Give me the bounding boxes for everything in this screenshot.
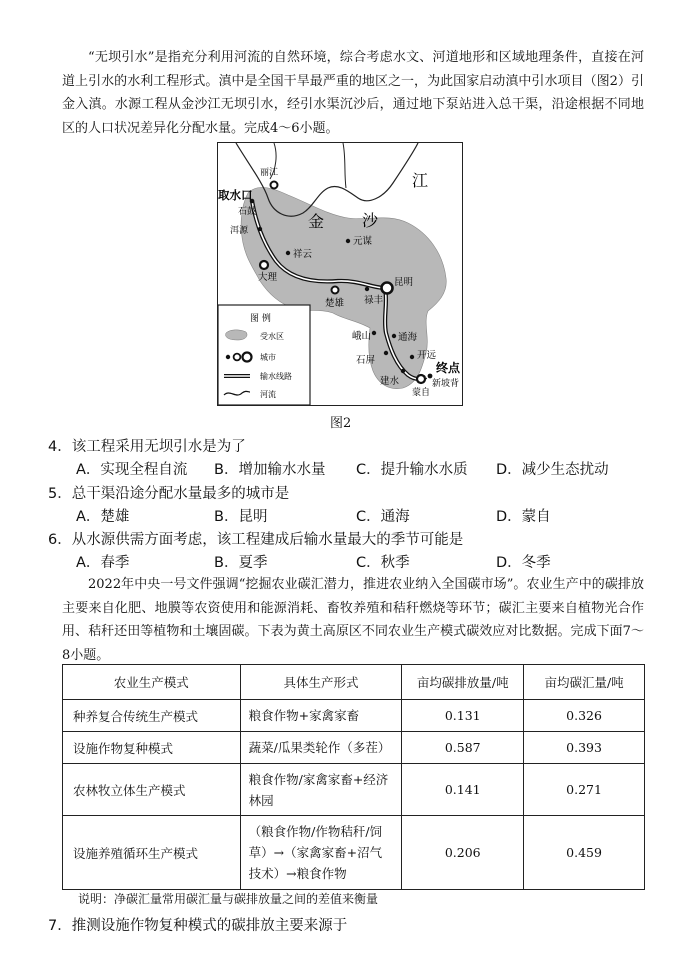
header-form: 具体生产形式 [240, 665, 402, 700]
question-5-options [76, 505, 636, 527]
legend-area-label: 受水区 [260, 332, 284, 341]
q6-option-b[interactable]: B．夏季 [214, 555, 268, 571]
city-yuanmou [346, 239, 350, 243]
city-lijiang [271, 182, 278, 189]
label-kunming: 昆明 [394, 277, 414, 288]
carbon-effect-table [62, 664, 645, 890]
table-row [63, 700, 645, 732]
cell-emission: 0.131 [402, 700, 524, 732]
map-svg [218, 143, 462, 405]
label-xinbayin: 新坡背 [432, 379, 460, 389]
cell-emission: 0.206 [402, 816, 524, 890]
city-xiangyun [286, 251, 290, 255]
city-lufeng [365, 287, 369, 291]
river-char-sha: 沙 [362, 211, 379, 230]
q6-option-d[interactable]: D．冬季 [496, 555, 551, 571]
question-5-stem: 5．总干渠沿途分配水量最多的城市是 [48, 486, 290, 502]
passage-water-diversion: “无坝引水”是指充分利用河流的自然环境，综合考虑水文、河道地形和区域地理条件，直接在河道上引水的水利工程形式。滇中是全国干旱最严重的地区之一，为此国家启动滇中引水项目（图2）引金入滇。水源工程从金沙江无坝引水，经引水渠沉沙后，通过地下泵站进入总干渠，沿途根据不同地区的人口状况差异化分配水量。完成4～6小题。 [62, 50, 644, 136]
legend-route-label: 输水线路 [260, 372, 292, 381]
label-lijiang: 丽江 [260, 168, 279, 178]
label-eryuan: 洱源 [230, 226, 249, 236]
legend-city-dot-icon [226, 355, 230, 359]
label-lufeng: 禄丰 [364, 295, 384, 306]
river-char-jiang: 江 [412, 171, 429, 190]
label-tonghai: 通海 [398, 332, 418, 343]
legend-river-label: 河流 [260, 390, 276, 399]
figure-caption: 图2 [330, 416, 352, 431]
question-6-stem: 6．从水源供需方面考虑，该工程建成后输水量最大的季节可能是 [48, 532, 464, 548]
label-mengzi: 蒙自 [412, 388, 431, 398]
q6-option-c[interactable]: C．秋季 [356, 555, 410, 571]
cell-form: 蔬菜/瓜果类轮作（多茬） [240, 732, 402, 764]
table-note: 说明：净碳汇量常用碳汇量与碳排放量之间的差值来衡量 [78, 892, 379, 906]
cell-sink: 0.271 [524, 764, 645, 816]
q4-option-a[interactable]: A．实现全程自流 [76, 462, 188, 478]
q5-option-a[interactable]: A．楚雄 [76, 509, 130, 525]
legend-area-swatch [226, 330, 247, 340]
cell-sink: 0.393 [524, 732, 645, 764]
q6-option-a[interactable]: A．春季 [76, 555, 130, 571]
q4-option-d[interactable]: D．减少生态扰动 [496, 462, 609, 478]
q5-option-c[interactable]: C．通海 [356, 509, 410, 525]
city-mengzi [417, 375, 425, 383]
label-dali: 大理 [258, 272, 278, 283]
label-eshan: 峨山 [352, 331, 372, 342]
label-shiping: 石屏 [356, 355, 376, 366]
cell-sink: 0.459 [524, 816, 645, 890]
passage-carbon-agriculture: 2022年中央一号文件强调“挖掘农业碳汇潜力，推进农业纳入全国碳市场”。农业生产中的碳排放主要来自化肥、地膜等农资使用和能源消耗、畜牧养殖和秸秆燃烧等环节；碳汇主要来自植物光合作用、秸秆还田等植物和土壤固碳。下表为黄土高原区不同农业生产模式碳效应对比数据。完成下面7～8小题。 [62, 577, 644, 663]
cell-form: 粮食作物+家禽家畜 [240, 700, 402, 732]
q5-option-d[interactable]: D．蒙自 [496, 509, 551, 525]
table-row [63, 816, 645, 890]
city-tonghai [392, 334, 396, 338]
cell-form: 粮食作物/家禽家畜+经济林园 [240, 764, 402, 816]
city-eshan [372, 331, 376, 335]
q5-option-b[interactable]: B．昆明 [214, 509, 268, 525]
label-jianshui: 建水 [380, 376, 400, 387]
city-kaiyuan [410, 355, 414, 359]
cell-sink: 0.326 [524, 700, 645, 732]
figure-2-map [217, 142, 463, 406]
river-char-jin: 金 [308, 212, 325, 231]
city-jianshui [401, 369, 405, 373]
table-row [63, 732, 645, 764]
city-eryuan [258, 227, 262, 231]
question-4-stem: 4．该工程采用无坝引水是为了 [48, 439, 246, 455]
question-6-options [76, 551, 636, 573]
label-intake: 取水口 [218, 188, 253, 202]
label-endpoint: 终点 [436, 361, 461, 375]
cell-emission: 0.587 [402, 732, 524, 764]
cell-mode: 种养复合传统生产模式 [63, 700, 241, 732]
header-mode: 农业生产模式 [63, 665, 241, 700]
cell-mode: 设施养殖循环生产模式 [63, 816, 241, 890]
river-tributary-north [343, 143, 346, 188]
legend-city-circle-icon [234, 354, 241, 361]
label-yuanmou: 元谋 [353, 236, 373, 247]
label-xiangyun: 祥云 [293, 249, 313, 260]
cell-mode: 设施作物复种模式 [63, 732, 241, 764]
city-kunming [382, 283, 393, 294]
label-kaiyuan: 开远 [417, 350, 437, 361]
table-row [63, 764, 645, 816]
legend-title: 图 例 [250, 314, 271, 324]
city-xinbayin [428, 374, 433, 379]
question-7-stem: 7．推测设施作物复种模式的碳排放主要来源于 [48, 918, 348, 934]
q4-option-b[interactable]: B．增加输水水量 [214, 462, 326, 478]
cell-form: （粮食作物/作物秸秆/饲草）→（家禽家畜+沼气技术）→粮食作物 [240, 816, 402, 890]
header-emission: 亩均碳排放量/吨 [402, 665, 524, 700]
map-legend [218, 305, 310, 405]
q4-option-c[interactable]: C．提升输水水质 [356, 462, 468, 478]
legend-city-label: 城市 [260, 353, 276, 362]
table-header-row [63, 665, 645, 700]
city-dali [260, 261, 268, 269]
label-shigu: 石鼓 [238, 207, 257, 217]
label-chuxiong: 楚雄 [325, 298, 345, 309]
city-shiping [384, 351, 388, 355]
cell-mode: 农林牧立体生产模式 [63, 764, 241, 816]
legend-city-big-circle-icon [243, 353, 252, 362]
question-4-options [76, 458, 636, 480]
city-chuxiong [332, 287, 339, 294]
header-sink: 亩均碳汇量/吨 [524, 665, 645, 700]
cell-emission: 0.141 [402, 764, 524, 816]
